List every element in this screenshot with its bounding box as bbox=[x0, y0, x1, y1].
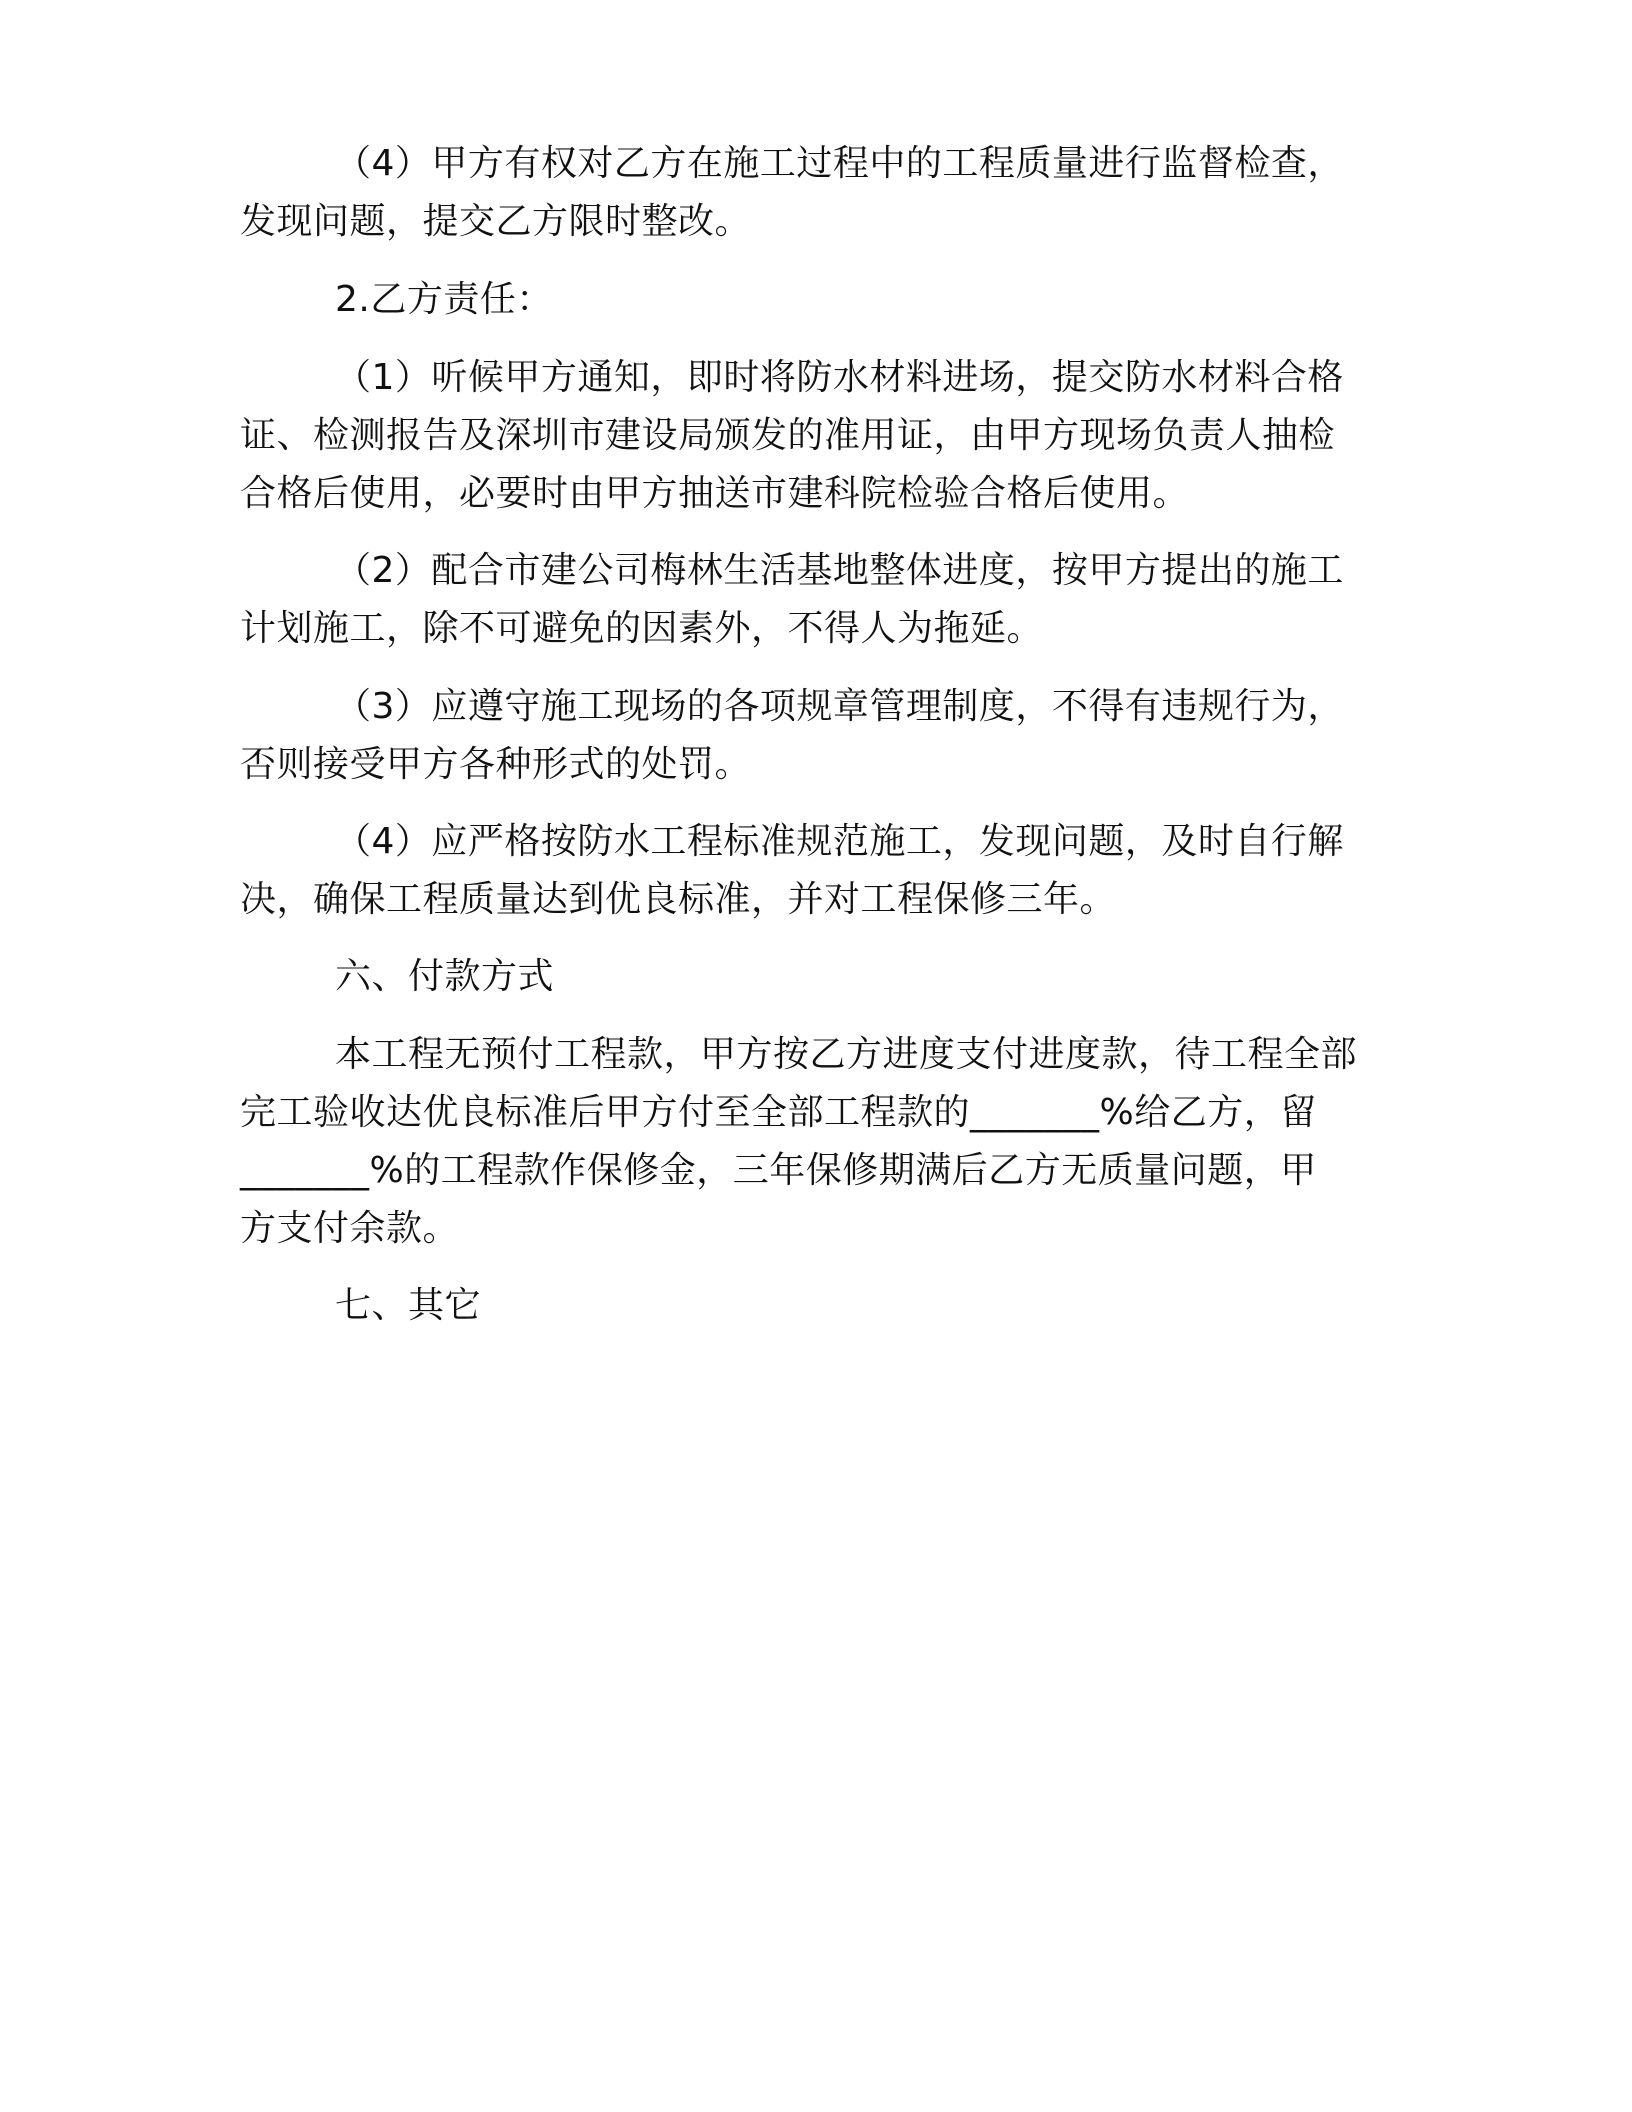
paragraph-6-line-3: _______%的工程款作保修金，三年保修期满后乙方无质量问题，甲 bbox=[240, 1150, 1317, 1191]
paragraph-4-line-1: （3）应遵守施工现场的各项规章管理制度，不得有违规行为， bbox=[335, 686, 1344, 727]
paragraph-2-line-3: 合格后使用，必要时由甲方抽送市建科院检验合格后使用。 bbox=[240, 473, 1190, 514]
paragraph-3-line-2: 计划施工，除不可避免的因素外，不得人为拖延。 bbox=[240, 608, 1044, 649]
paragraph-4-line-2: 否则接受甲方各种形式的处罚。 bbox=[240, 744, 752, 785]
paragraph-2-line-1: （1）听候甲方通知，即时将防水材料进场，提交防水材料合格 bbox=[335, 357, 1344, 398]
paragraph-6-line-4: 方支付余款。 bbox=[240, 1208, 460, 1249]
paragraph-5-line-2: 决，确保工程质量达到优良标准，并对工程保修三年。 bbox=[240, 879, 1117, 920]
paragraph-6-line-1: 本工程无预付工程款，甲方按乙方进度支付进度款，待工程全部 bbox=[335, 1034, 1358, 1075]
section-heading-other: 七、其它 bbox=[335, 1285, 482, 1326]
paragraph-2-line-2: 证、检测报告及深圳市建设局颁发的准用证，由甲方现场负责人抽检 bbox=[240, 415, 1336, 456]
section-heading-payment: 六、付款方式 bbox=[335, 956, 555, 997]
paragraph-1-line-2: 发现问题，提交乙方限时整改。 bbox=[240, 201, 752, 242]
paragraph-1-line-1: （4）甲方有权对乙方在施工过程中的工程质量进行监督检查， bbox=[335, 143, 1344, 184]
paragraph-3-line-1: （2）配合市建公司梅林生活基地整体进度，按甲方提出的施工 bbox=[335, 550, 1344, 591]
section-heading-party-b: 2.乙方责任： bbox=[335, 279, 553, 320]
paragraph-6-line-2: 完工验收达优良标准后甲方付至全部工程款的_______%给乙方，留 bbox=[240, 1092, 1317, 1133]
paragraph-5-line-1: （4）应严格按防水工程标准规范施工，发现问题，及时自行解 bbox=[335, 821, 1344, 862]
